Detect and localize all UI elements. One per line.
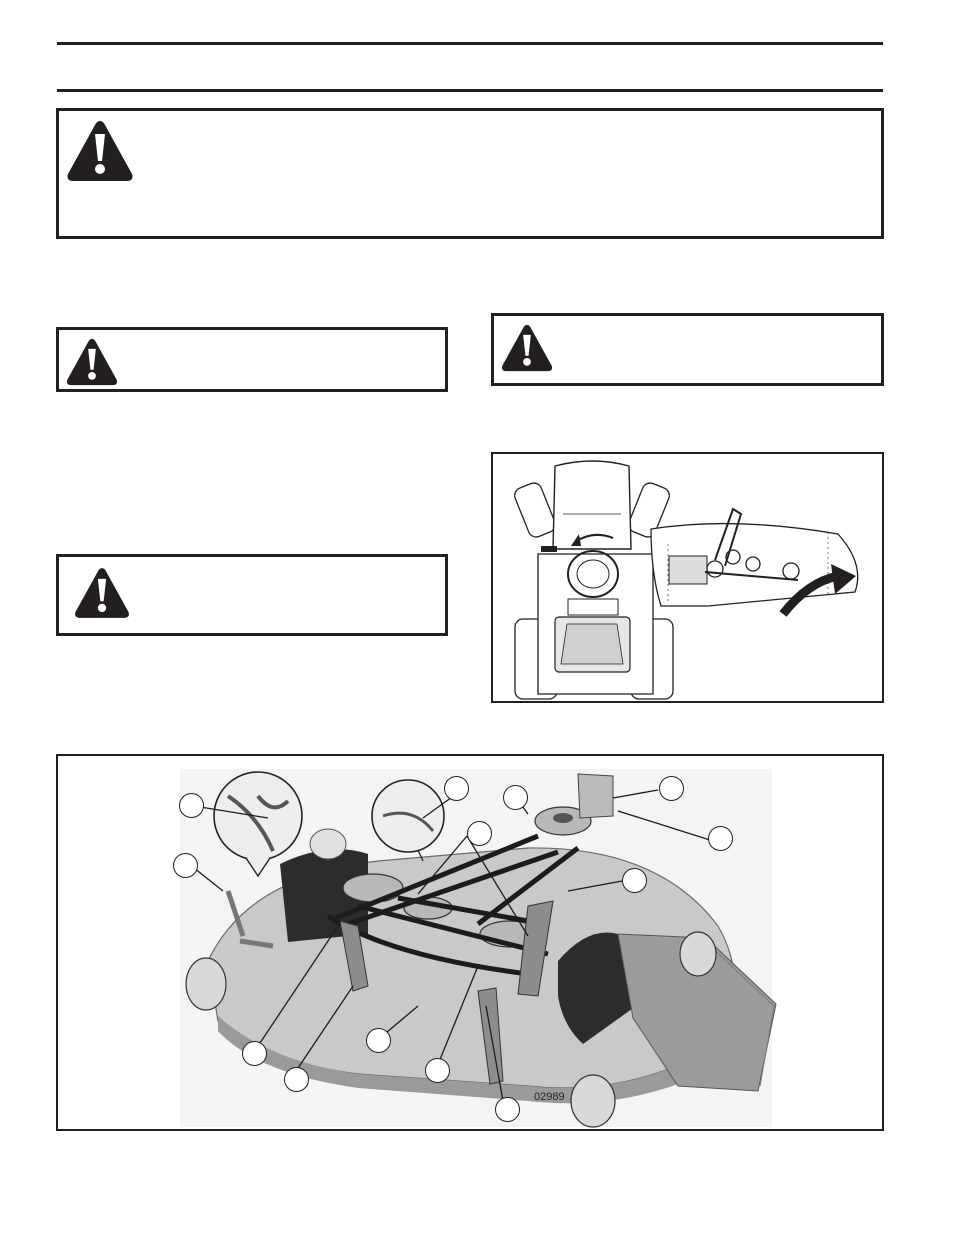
callout-circle xyxy=(708,826,733,851)
tractor-deck-removal-figure xyxy=(491,452,884,703)
warning-icon xyxy=(73,565,131,621)
warning-icon xyxy=(65,118,135,184)
callout-circle xyxy=(425,1058,450,1083)
warning-icon xyxy=(500,322,554,374)
callout-circle xyxy=(284,1067,309,1092)
callout-circle xyxy=(242,1041,267,1066)
callout-circle xyxy=(503,785,528,810)
warning-icon xyxy=(65,336,119,388)
mower-deck-figure xyxy=(56,754,884,1131)
callout-circle xyxy=(622,868,647,893)
warning-box-top xyxy=(56,108,884,239)
header-rule-bottom xyxy=(57,89,883,92)
callout-circle xyxy=(179,793,204,818)
warning-box-left-1 xyxy=(56,327,448,392)
callout-circle xyxy=(495,1097,520,1122)
tractor-deck-illustration xyxy=(493,454,884,703)
callout-circle xyxy=(366,1028,391,1053)
figure-number: 02989 xyxy=(534,1091,565,1103)
warning-box-left-2 xyxy=(56,554,448,636)
header-rule-top xyxy=(57,42,883,45)
callout-circle xyxy=(173,853,198,878)
callout-circle xyxy=(444,776,469,801)
callout-circle xyxy=(659,776,684,801)
warning-box-right xyxy=(491,313,884,386)
callout-circle xyxy=(467,821,492,846)
